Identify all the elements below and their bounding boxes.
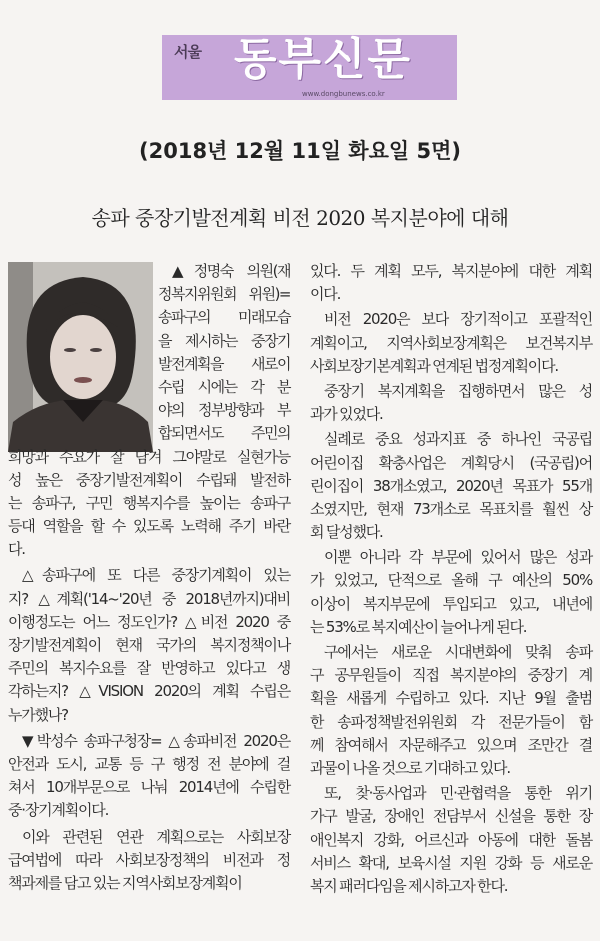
article-line: 희망과 수요가 잘 담겨 그야말로 실현가능: [8, 447, 290, 466]
article-line: 애인복지 강화, 어르신과 아동에 대한 돌봄: [310, 830, 592, 849]
article-line: 구에서는 새로운 시대변화에 맞춰 송파: [324, 643, 592, 661]
article-line: 발전계획을 새로이: [158, 354, 290, 373]
article-line: 책과제를 담고 있는 지역사회보장계획이: [8, 873, 242, 892]
article-line: 회 달성했다.: [310, 523, 383, 542]
article-line: 이다.: [310, 285, 341, 304]
article-line: 과가 있었다.: [310, 405, 383, 424]
article-line: 정복지위원회 위원)=: [158, 285, 290, 304]
article-line: 이뿐 아니라 각 부문에 있어서 많은 성과: [324, 548, 592, 567]
article-line: 사회보장기본계획과 연계된 법정계획이다.: [310, 356, 558, 375]
article-line: 다.: [8, 540, 25, 559]
article-line: 합되면서도 주민의: [158, 424, 290, 443]
article-line: 성 높은 중장기발전계획이 수립돼 발전하: [8, 470, 290, 489]
article-paragraph: [310, 260, 592, 306]
article-paragraph: [310, 428, 592, 544]
article-column-right: [310, 260, 592, 900]
article-line: 송파구의 미래모습: [158, 308, 290, 327]
article-line: 이상이 복지부문에 투입되고 있고, 내년에: [310, 594, 592, 613]
article-line: 각하는지? △VISION 2020의 계획 수립은: [8, 682, 290, 701]
article-headline: 송파 중장기발전계획 비전 2020 복지분야에 대해: [91, 206, 509, 230]
article-line: 한 송파정책발전위원회 각 전문가들이 함: [310, 712, 592, 731]
newspaper-masthead: [162, 35, 457, 100]
article-line: 복지 패러다임을 제시하고자 한다.: [310, 876, 508, 895]
article-line: 지? △계획('14~'20년 중 2018년까지)대비: [8, 589, 290, 608]
article-line: 는 송파구, 구민 행복지수를 높이는 송파구: [8, 493, 290, 512]
article-line: 계획이고, 지역사회보장계획은 보건복지부: [310, 333, 592, 352]
masthead-name: 동부신문: [234, 34, 413, 85]
article-paragraph: [310, 546, 592, 639]
article-paragraph: [8, 564, 290, 726]
article-line: 께 참여해서 자문해주고 있으며 조만간 결: [310, 735, 592, 754]
article-line: 급여법에 따라 사회보장정책의 비전과 정: [8, 850, 290, 869]
article-line: △송파구에 또 다른 중장기계획이 있는: [22, 566, 290, 585]
article-paragraph: [8, 730, 290, 823]
article-paragraph: [310, 782, 592, 898]
article-line: 야의 정부방향과 부: [158, 401, 290, 420]
article-paragraph: [310, 308, 592, 378]
article-line: 소였지만, 현재 73개소로 목표치를 훨씬 상: [310, 499, 592, 518]
article-line: 획을 새롭게 수립하고 있다. 지난 9월 출범: [310, 689, 592, 708]
article-line: 쳐서 10개부문으로 나눠 2014년에 수립한: [8, 778, 290, 797]
article-line: 안전과 도시, 교통 등 구 행정 전 분야에 걸: [8, 754, 290, 773]
article-line: ▼박성수 송파구청장= △송파비전 2020은: [22, 731, 290, 750]
article-line: 린이집이 38개소였고, 2020년 목표가 55개: [310, 476, 592, 495]
article-line: 비전 2020은 보다 장기적이고 포괄적인: [324, 310, 592, 329]
publication-date: (2018년 12월 11일 화요일 5면): [139, 139, 461, 163]
article-line: 가구 발굴, 장애인 전담부서 신설을 통한 장: [310, 807, 592, 826]
article-line: 있다. 두 계획 모두, 복지분야에 대한 계획: [310, 262, 592, 280]
article-line: 수립 시에는 각 분: [158, 377, 290, 396]
article-line: 가 있었고, 단적으로 올해 구 예산의 50%: [310, 571, 592, 590]
article-line: 서비스 확대, 보육시설 지원 강화 등 새로운: [310, 853, 592, 872]
article-line: 어린이집 확충사업은 계획당시 (국공립)어: [310, 453, 592, 472]
article-line: ▲정명숙 의원(재: [172, 262, 290, 280]
article-line: 누가했나?: [8, 705, 68, 724]
article-line: 또, 찾·동사업과 민·관협력을 통한 위기: [324, 784, 592, 803]
article-paragraph: [8, 260, 290, 561]
article-paragraph: [310, 641, 592, 780]
article-line: 는 53%로 복지예산이 늘어나게 된다.: [310, 617, 527, 636]
article-line: 등대 역할을 할 수 있도록 노력해 주기 바란: [8, 517, 290, 536]
article-paragraph: [8, 826, 290, 896]
article-line: 이와 관련된 연관 계획으로는 사회보장: [22, 827, 290, 846]
article-line: 중장기 복지계획을 집행하면서 많은 성: [324, 381, 592, 400]
article-line: 중·장기계획이다.: [8, 801, 109, 820]
article-line: 을 제시하는 중장기: [158, 331, 290, 350]
article-line: 장기발전계획이 현재 국가의 복지정책이나: [8, 636, 290, 654]
article-line: 이행정도는 어느 정도인가? △비전 2020 중: [8, 612, 290, 631]
article-line: 구 공무원들이 직접 복지분야의 중장기 계: [310, 666, 592, 685]
article-paragraph: [310, 380, 592, 426]
article-line: 주민의 복지수요를 잘 반영하고 있다고 생: [8, 659, 290, 678]
article-column-left: [8, 260, 290, 898]
article-line: 과물이 나올 것으로 기대하고 있다.: [310, 758, 510, 777]
masthead-region: 서울: [174, 43, 201, 61]
article-line: 실례로 중요 성과지표 중 하나인 국공립: [324, 430, 592, 449]
masthead-url: www.dongbunews.co.kr: [302, 90, 385, 98]
